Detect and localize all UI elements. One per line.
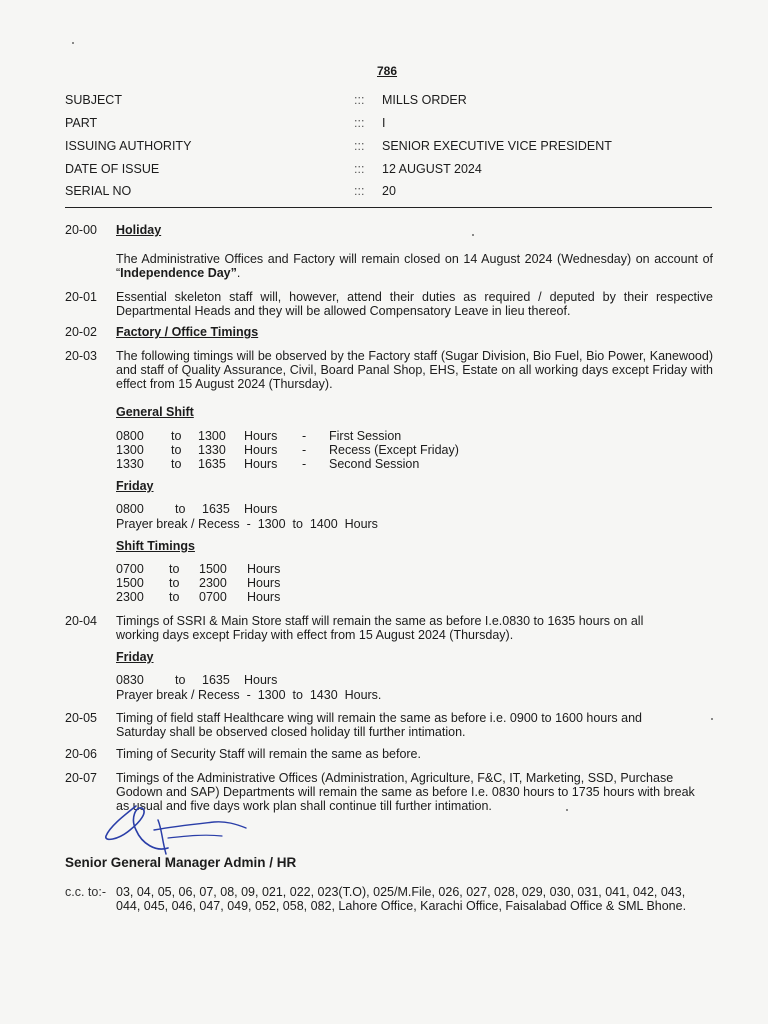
time-from: 2300 (116, 590, 144, 604)
section-number: 20-03 (65, 349, 97, 363)
meta-separator: ::: (354, 184, 365, 198)
meta-separator: ::: (354, 139, 365, 153)
time-to-word: to (171, 457, 182, 471)
section-heading-timings: Factory / Office Timings (116, 325, 259, 339)
time-from: 0830 (116, 673, 144, 687)
time-to: 1300 (198, 429, 226, 443)
time-unit: Hours (247, 590, 281, 604)
meta-label: ISSUING AUTHORITY (65, 139, 192, 153)
meta-label: PART (65, 116, 98, 130)
handwritten-signature (96, 800, 256, 860)
time-dash: - (302, 429, 307, 443)
meta-value: SENIOR EXECUTIVE VICE PRESIDENT (382, 139, 612, 153)
section-paragraph: Essential skeleton staff will, however, attend their duties as required / deputed by their respective Departmental Heads and they will be allowed Compensatory Leave in lieu thereof. (116, 290, 713, 318)
time-from: 1330 (116, 457, 144, 471)
meta-label: SUBJECT (65, 93, 122, 107)
time-to: 1330 (198, 443, 226, 457)
meta-value: 12 AUGUST 2024 (382, 162, 482, 176)
meta-value: 20 (382, 184, 396, 198)
holiday-text-end: . (236, 266, 241, 280)
holiday-paragraph (116, 252, 713, 280)
section-number: 20-04 (65, 614, 97, 628)
schedule-row (116, 502, 516, 516)
scan-speck (72, 42, 74, 44)
meta-row-issuing-authority (65, 139, 725, 161)
section-paragraph: Timing of Security Staff will remain the same as before. (116, 747, 421, 761)
scan-speck (566, 809, 568, 811)
meta-row-part (65, 116, 725, 138)
scan-speck (711, 718, 713, 720)
schedule-row (116, 457, 516, 471)
time-unit: Hours (244, 457, 278, 471)
time-from: 0700 (116, 562, 144, 576)
time-to-word: to (175, 673, 186, 687)
meta-row-date-of-issue (65, 162, 725, 184)
signatory-title: Senior General Manager Admin / HR (65, 855, 297, 870)
schedule-row (116, 590, 516, 604)
time-to: 0700 (199, 590, 227, 604)
cc-recipients: 03, 04, 05, 06, 07, 08, 09, 021, 022, 023(T.O), 025/M.File, 026, 027, 028, 029, 030, 031, 041, 042, 043, 044, 045, 046, 047, 049, 052, 058, 082, Lahore Office, Karachi Office, Faisalabad Office & SML Bhone. (116, 885, 687, 913)
section-paragraph: Timings of the Administrative Offices (Administration, Agriculture, F&C, IT, Marketing, SSD, Purchase Godown and SAP) Departments will remain the same as before I.e. 0830 hours to 1735 hours with break as usual and five days work plan shall continue till further intimation. (116, 771, 695, 813)
time-to-word: to (169, 590, 180, 604)
time-description: Recess (Except Friday) (329, 443, 459, 457)
section-paragraph: Timings of SSRI & Main Store staff will remain the same as before I.e.0830 to 1635 hours on all working days except Friday with effect from 15 August 2024 (Thursday). (116, 614, 644, 642)
section-paragraph: Timing of field staff Healthcare wing will remain the same as before i.e. 0900 to 1600 hours and Saturday shall be observed closed holiday till further intimation. (116, 711, 642, 739)
meta-row-subject (65, 93, 725, 115)
time-from: 0800 (116, 502, 144, 516)
time-dash: - (302, 443, 307, 457)
time-to-word: to (169, 562, 180, 576)
time-to-word: to (171, 443, 182, 457)
meta-row-serial-no (65, 184, 725, 206)
holiday-name: Independence Day” (120, 266, 237, 280)
time-unit: Hours (244, 673, 278, 687)
friday-heading: Friday (116, 479, 154, 493)
time-description: First Session (329, 429, 402, 443)
section-heading-holiday: Holiday (116, 223, 162, 237)
page-number: 786 (377, 64, 398, 78)
schedule-row (116, 562, 516, 576)
time-to: 1635 (202, 502, 230, 516)
section-number: 20-05 (65, 711, 97, 725)
meta-value: I (382, 116, 386, 130)
time-unit: Hours (244, 502, 278, 516)
holiday-text: The Administrative Offices and Factory will remain closed on 14 August 2024 (Wednesday) on account of “ (116, 252, 713, 280)
section-number: 20-01 (65, 290, 97, 304)
time-to: 1635 (198, 457, 226, 471)
prayer-break-line: Prayer break / Recess - 1300 to 1430 Hours. (116, 688, 382, 702)
schedule-row (116, 576, 516, 590)
meta-separator: ::: (354, 116, 365, 130)
scan-speck (472, 234, 474, 236)
header-divider (65, 207, 712, 208)
time-from: 1300 (116, 443, 144, 457)
schedule-row (116, 673, 516, 687)
meta-label: SERIAL NO (65, 184, 132, 198)
friday-heading: Friday (116, 650, 154, 664)
time-dash: - (302, 457, 307, 471)
time-to-word: to (169, 576, 180, 590)
time-to-word: to (171, 429, 182, 443)
section-paragraph: The following timings will be observed by the Factory staff (Sugar Division, Bio Fuel, Bio Power, Kanewood) and staff of Quality Assurance, Civil, Board Panal Shop, EHS, Estate on all working days except Friday with effect from 15 August 2024 (Thursday). (116, 349, 713, 391)
schedule-row (116, 429, 516, 443)
time-from: 1500 (116, 576, 144, 590)
general-shift-heading: General Shift (116, 405, 194, 419)
meta-separator: ::: (354, 93, 365, 107)
shift-timings-heading: Shift Timings (116, 539, 195, 553)
meta-separator: ::: (354, 162, 365, 176)
cc-label: c.c. to:- (65, 885, 106, 899)
time-to: 2300 (199, 576, 227, 590)
time-description: Second Session (329, 457, 420, 471)
prayer-break-line: Prayer break / Recess - 1300 to 1400 Hours (116, 517, 378, 531)
section-number: 20-06 (65, 747, 97, 761)
section-number: 20-00 (65, 223, 97, 237)
meta-value: MILLS ORDER (382, 93, 467, 107)
section-number: 20-02 (65, 325, 97, 339)
time-unit: Hours (244, 443, 278, 457)
time-from: 0800 (116, 429, 144, 443)
meta-label: DATE OF ISSUE (65, 162, 160, 176)
time-to: 1635 (202, 673, 230, 687)
time-unit: Hours (244, 429, 278, 443)
schedule-row (116, 443, 516, 457)
time-unit: Hours (247, 576, 281, 590)
time-unit: Hours (247, 562, 281, 576)
time-to: 1500 (199, 562, 227, 576)
section-number: 20-07 (65, 771, 97, 785)
time-to-word: to (175, 502, 186, 516)
